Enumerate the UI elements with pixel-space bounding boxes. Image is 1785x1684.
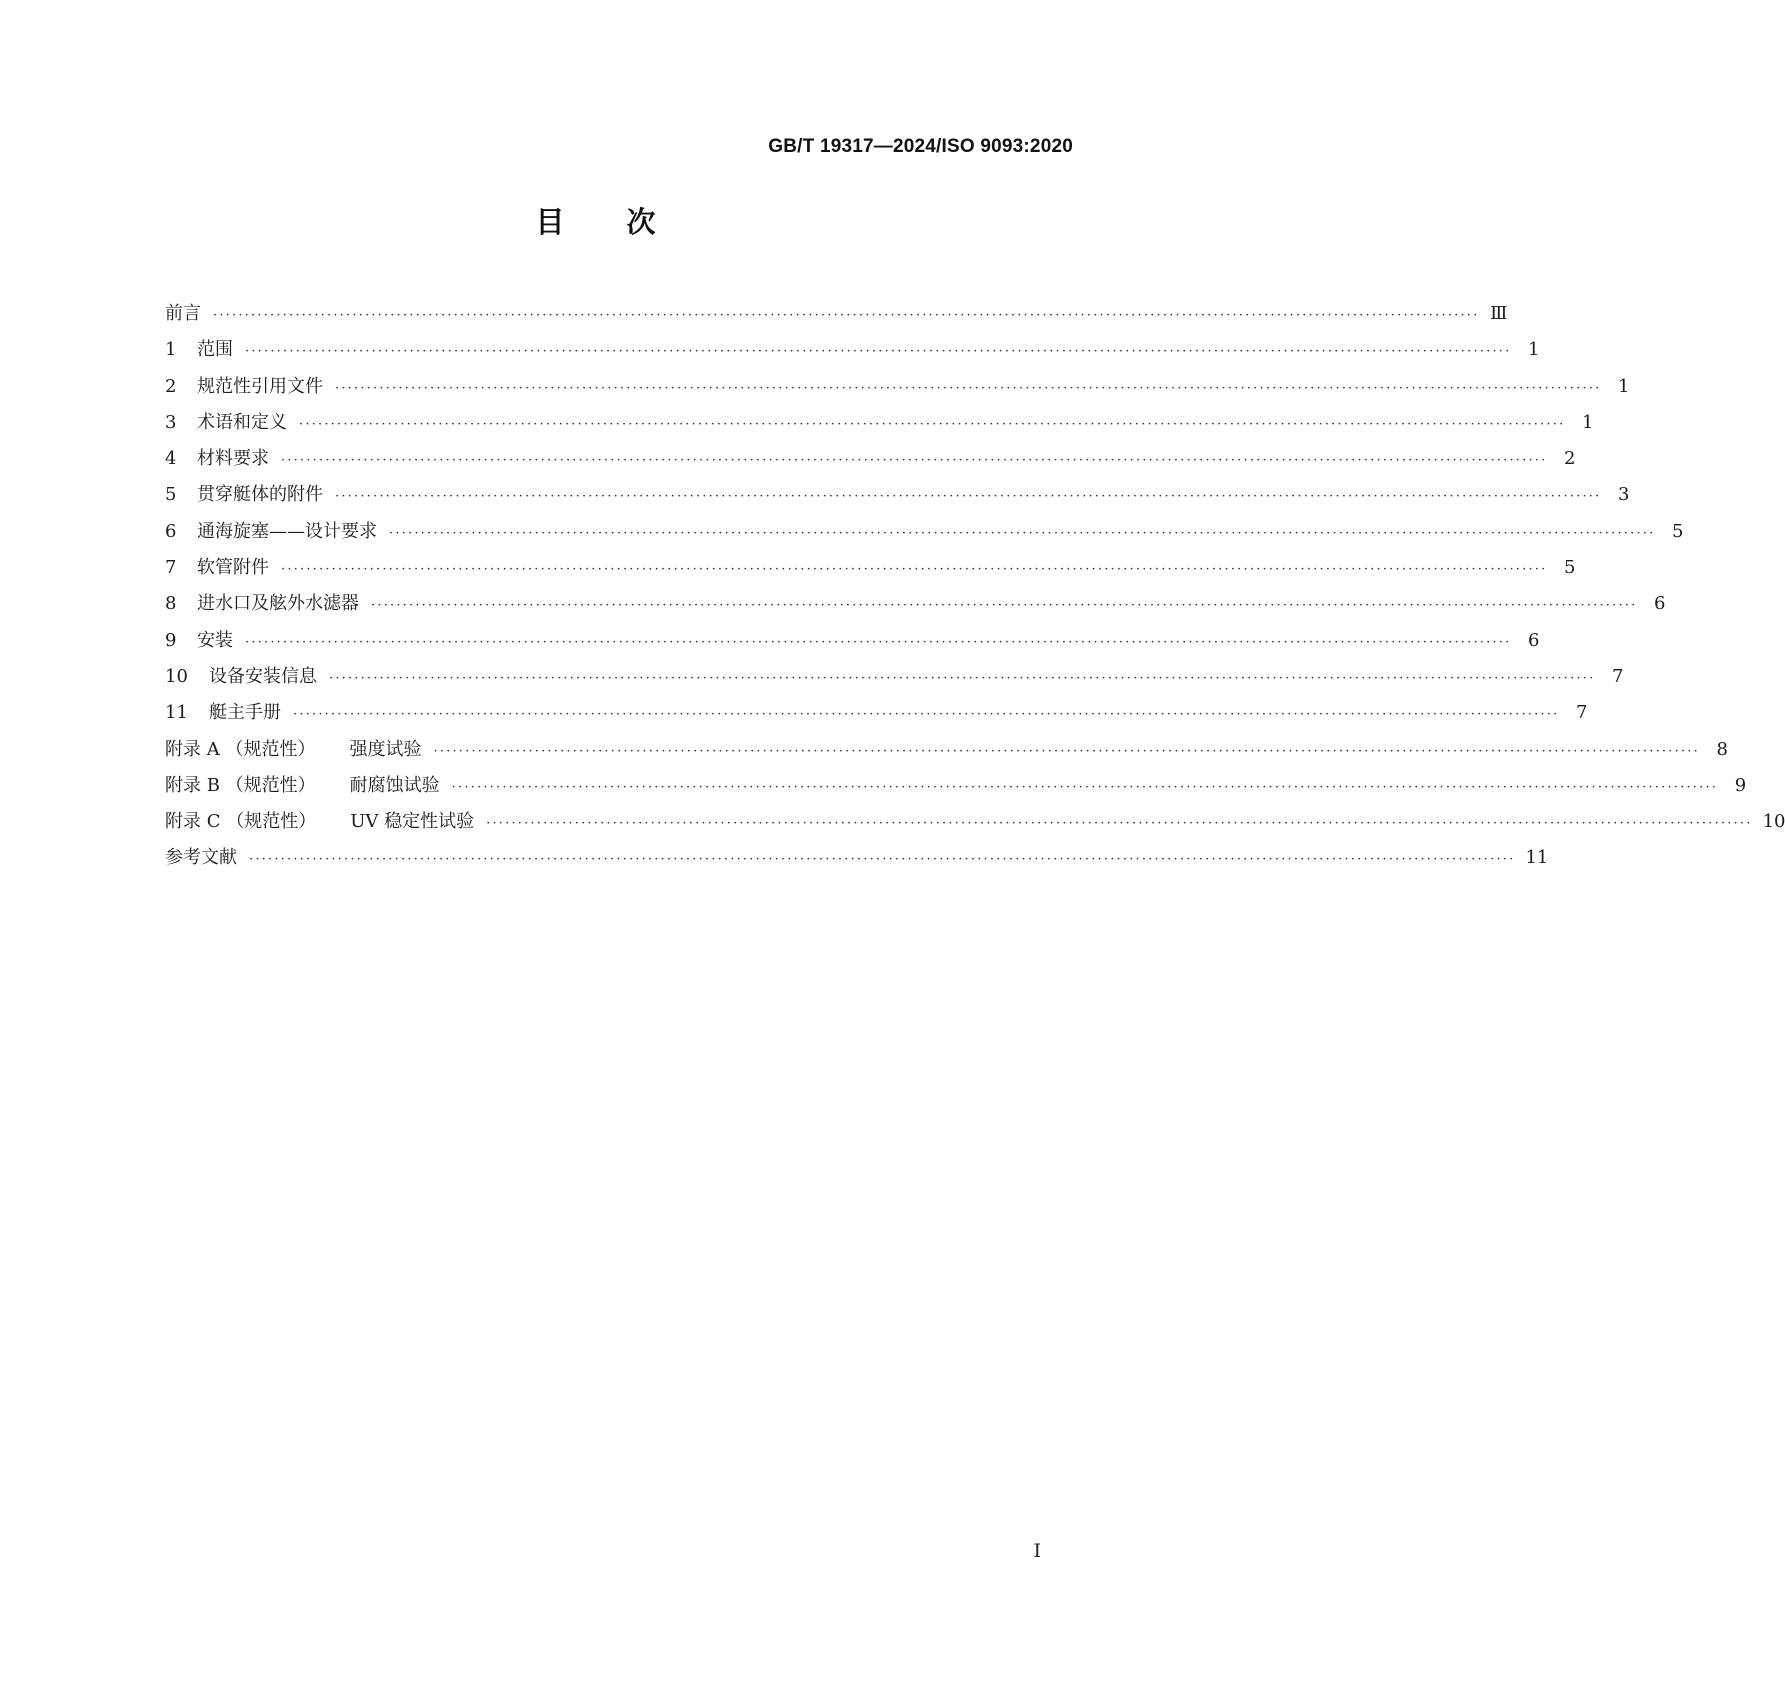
toc-entry-page: 1 bbox=[1618, 375, 1630, 397]
toc-dot-leader: ········································································································································································································ bbox=[486, 816, 1753, 832]
toc-entry[interactable] bbox=[165, 338, 1540, 374]
toc-entry-label: 通海旋塞——设计要求 bbox=[197, 520, 377, 542]
toc-entry[interactable] bbox=[165, 846, 1549, 882]
toc-entry-label: 术语和定义 bbox=[197, 411, 287, 433]
toc-dot-leader: ········································································································································································································ bbox=[371, 598, 1638, 614]
toc-dot-leader: ········································································································································································································ bbox=[245, 634, 1512, 650]
toc-entry-label: 安装 bbox=[197, 629, 233, 651]
toc-entry-page: 6 bbox=[1654, 593, 1666, 615]
toc-entry-number: 7 bbox=[165, 557, 177, 579]
toc-entry[interactable] bbox=[165, 738, 1728, 774]
toc-entry-number: 6 bbox=[165, 520, 177, 542]
toc-entry-label: 材料要求 bbox=[197, 448, 269, 470]
toc-entry-label: 贯穿艇体的附件 bbox=[197, 484, 323, 506]
toc-entry[interactable] bbox=[165, 665, 1624, 701]
toc-entry-label: 耐腐蚀试验 bbox=[349, 774, 440, 796]
toc-annex-tag: 附录 A （规范性） bbox=[165, 738, 316, 760]
toc-entry-number: 11 bbox=[165, 702, 188, 724]
page-title bbox=[0, 200, 1191, 241]
toc-entry-page: 3 bbox=[1618, 484, 1630, 506]
toc-entry-label: 规范性引用文件 bbox=[197, 375, 323, 397]
standard-code: GB/T 19317—2024/ISO 9093:2020 bbox=[768, 136, 1073, 157]
toc-dot-leader: ········································································································································································································ bbox=[451, 779, 1719, 795]
toc-entry[interactable] bbox=[165, 520, 1684, 556]
toc-entry[interactable] bbox=[165, 302, 1508, 338]
toc-entry-number: 2 bbox=[165, 375, 177, 397]
toc-entry[interactable] bbox=[165, 701, 1588, 737]
toc-entry[interactable] bbox=[165, 483, 1630, 519]
toc-entry-number: 1 bbox=[165, 339, 177, 361]
toc-entry[interactable] bbox=[165, 774, 1747, 810]
toc-entry[interactable] bbox=[165, 375, 1630, 411]
toc-dot-leader: ········································································································································································································ bbox=[281, 453, 1548, 469]
toc-entry-label: 前言 bbox=[165, 303, 201, 324]
toc-entry[interactable] bbox=[165, 556, 1576, 592]
toc-entry-label: 艇主手册 bbox=[209, 702, 281, 724]
toc-entry-label: 强度试验 bbox=[349, 738, 422, 760]
toc-annex-tag: 附录 C （规范性） bbox=[165, 811, 317, 833]
toc-entry[interactable] bbox=[165, 629, 1540, 665]
toc-entry-page: 2 bbox=[1564, 448, 1576, 470]
toc-dot-leader: ········································································································································································································ bbox=[299, 416, 1566, 432]
toc-entry-label: 设备安装信息 bbox=[209, 665, 317, 687]
toc-entry-page: 11 bbox=[1525, 847, 1549, 869]
toc-annex-tag: 附录 B （规范性） bbox=[165, 774, 316, 796]
toc-entry-page: 9 bbox=[1734, 774, 1747, 796]
toc-entry-label: 参考文献 bbox=[165, 847, 237, 869]
toc-entry-label: 范围 bbox=[197, 339, 233, 361]
toc-entry-page: Ⅲ bbox=[1490, 303, 1508, 324]
page-title-char-1: 目 bbox=[535, 205, 565, 239]
toc-dot-leader: ········································································································································································································ bbox=[293, 707, 1560, 723]
toc-entry-number: 9 bbox=[165, 629, 177, 651]
toc-entry[interactable] bbox=[165, 447, 1576, 483]
toc-entry[interactable] bbox=[165, 810, 1785, 846]
toc-entry-page: 5 bbox=[1564, 557, 1576, 579]
toc-entry[interactable] bbox=[165, 592, 1666, 628]
toc-entry-page: 8 bbox=[1716, 738, 1728, 760]
toc-dot-leader: ········································································································································································································ bbox=[281, 562, 1548, 578]
toc-dot-leader: ········································································································································································································ bbox=[213, 308, 1480, 323]
toc-entry-label: 进水口及舷外水滤器 bbox=[197, 593, 359, 615]
toc-entry-page: 7 bbox=[1612, 665, 1624, 687]
toc-dot-leader: ········································································································································································································ bbox=[335, 380, 1602, 396]
toc-entry-page: 10 bbox=[1762, 811, 1785, 833]
toc-entry-number: 3 bbox=[165, 411, 177, 433]
toc-entry-label: 软管附件 bbox=[197, 557, 269, 579]
toc-dot-leader: ········································································································································································································ bbox=[249, 852, 1516, 868]
toc-entry-number: 8 bbox=[165, 593, 177, 615]
toc-dot-leader: ········································································································································································································ bbox=[245, 344, 1512, 360]
toc-entry-number: 4 bbox=[165, 448, 177, 470]
toc-entry-page: 6 bbox=[1528, 629, 1540, 651]
table-of-contents bbox=[165, 302, 1785, 883]
toc-entry-page: 1 bbox=[1528, 339, 1540, 361]
toc-dot-leader: ········································································································································································································ bbox=[335, 489, 1602, 505]
toc-entry-number: 10 bbox=[165, 665, 188, 687]
toc-entry[interactable] bbox=[165, 411, 1594, 447]
toc-dot-leader: ········································································································································································································ bbox=[329, 670, 1596, 686]
toc-entry-page: 7 bbox=[1576, 702, 1588, 724]
toc-entry-page: 5 bbox=[1672, 520, 1684, 542]
toc-entry-label: UV 稳定性试验 bbox=[350, 811, 475, 833]
toc-dot-leader: ········································································································································································································ bbox=[389, 525, 1656, 541]
page-title-char-2: 次 bbox=[626, 205, 656, 239]
page-number: I bbox=[1033, 1540, 1041, 1562]
toc-dot-leader: ········································································································································································································ bbox=[433, 743, 1700, 759]
toc-entry-number: 5 bbox=[165, 484, 177, 506]
toc-entry-page: 1 bbox=[1582, 411, 1594, 433]
